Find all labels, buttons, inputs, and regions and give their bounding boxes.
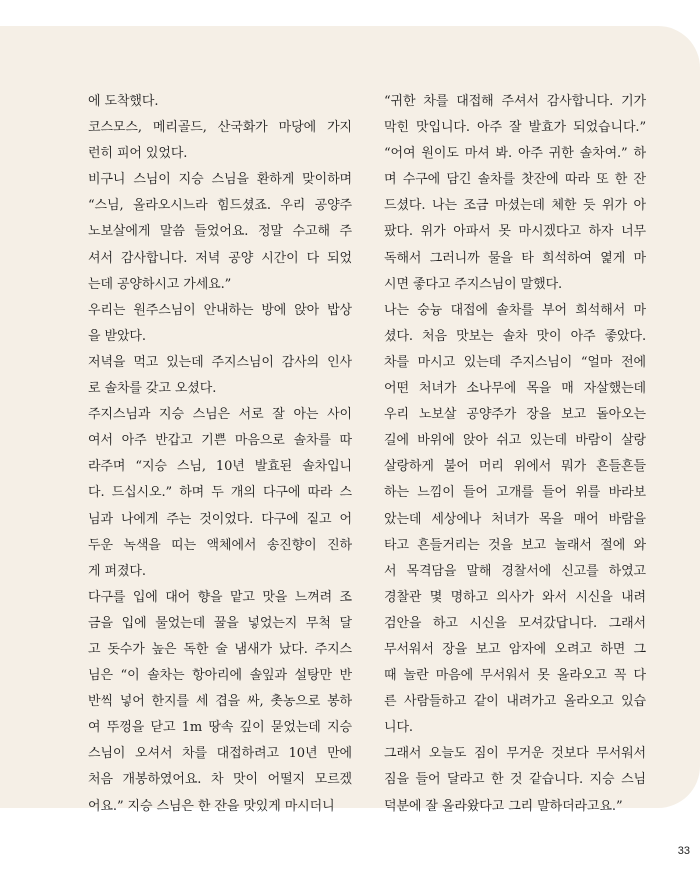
text-line: 시면 좋다고 주지스님이 말했다. [384, 276, 563, 292]
text-line: 차를 마시고 있는데 주지스님이 “얼마 전에 [384, 354, 646, 370]
text-line: 무서워서 장을 보고 암자에 오려고 하면 그 [384, 641, 646, 657]
text-line: 타고 흔들거리는 것을 보고 놀래서 절에 와 [384, 537, 646, 553]
text-line: 독해서 그러니까 물을 타 희석하여 엹게 마 [384, 250, 646, 266]
text-line: 금을 입에 물었는데 꿀을 넣었는지 무척 달 [88, 615, 352, 631]
text-line: 른 사람들하고 같이 내려가고 올라오고 있습 [384, 694, 646, 710]
text-line: 우리 노보살 공양주가 장을 보고 돌아오는 [384, 407, 646, 423]
text-line: 게 퍼졌다. [88, 563, 146, 579]
text-line: 그래서 오늘도 짐이 무거운 것보다 무서워서 [384, 746, 646, 762]
page-number: 33 [677, 845, 690, 857]
text-line: 런히 피어 있었다. [88, 146, 188, 162]
text-line: 셔서 감사합니다. 저녁 공양 시간이 다 되었 [88, 250, 352, 266]
text-line: 스님이 오셔서 차를 대접하려고 10년 만에 [88, 746, 352, 762]
text-line: 고 돗수가 높은 독한 술 냄새가 났다. 주지스 [88, 641, 352, 657]
text-line: 여 뚜껑을 닫고 1m 땅속 깊이 묻었는데 지승 [88, 720, 352, 736]
text-line: “귀한 차를 대접해 주셔서 감사합니다. 기가 [384, 94, 646, 109]
text-line: 검안을 하고 시신을 모셔갔답니다. 그래서 [384, 615, 646, 631]
text-line: “스님, 올라오시느라 힘드셨죠. 우리 공양주 [88, 198, 352, 214]
text-line: 나는 숭늉 대접에 솔차를 부어 희석해서 마 [384, 302, 646, 318]
text-line: 님과 나에게 주는 것이었다. 다구에 짙고 어 [88, 511, 352, 527]
text-line: 여서 아주 반갑고 기쁜 마음으로 솔차를 따 [88, 433, 352, 449]
text-line: 처음 개봉하였어요. 차 맛이 어떨지 모르겠 [88, 772, 352, 788]
text-line: 노보살에게 말씀 들었어요. 정말 수고해 주 [88, 224, 352, 240]
text-line: 팠다. 위가 아파서 못 마시겠다고 하자 너무 [384, 224, 646, 240]
text-line: 길에 바위에 앉아 쉬고 있는데 바람이 살랑 [384, 433, 646, 449]
text-line: 았는데 세상에나 처녀가 목을 매어 바람을 [384, 511, 646, 527]
text-line: 어떤 처녀가 소나무에 목을 매 자살했는데 [384, 381, 646, 397]
text-line: 짐을 들어 달라고 한 것 같습니다. 지승 스님 [384, 772, 646, 788]
text-line: “어여 원이도 마셔 봐. 아주 귀한 솔차여.” 하 [384, 146, 646, 162]
text-line: 는데 공양하시고 가세요.” [88, 276, 232, 292]
text-line: 니다. [384, 720, 413, 736]
text-line: 서 목격담을 말해 경찰서에 신고를 하였고 [384, 563, 646, 579]
text-line: 반씩 넣어 한지를 세 겹을 싸, 촛농으로 봉하 [88, 694, 352, 710]
text-line: 살랑하게 불어 머리 위에서 뭐가 흔들흔들 [384, 459, 646, 475]
text-line: 막힌 맛입니다. 아주 잘 발효가 되었습니다.” [384, 120, 646, 136]
text-line: 라주며 “지승 스님, 10년 발효된 솔차입니 [88, 459, 352, 475]
text-line: 두운 녹색을 띠는 액체에서 송진향이 진하 [88, 537, 352, 553]
text-line: 코스모스, 메리골드, 산국화가 마당에 가지 [88, 120, 352, 136]
text-line: 우리는 원주스님이 안내하는 방에 앉아 밥상 [88, 302, 352, 318]
text-line: 덕분에 잘 올라왔다고 그리 말하더라고요.” [384, 798, 623, 814]
text-line: 하는 느낌이 들어 고개를 들어 위를 바라보 [384, 485, 646, 501]
left-text-column [88, 89, 352, 820]
right-text-column [384, 89, 646, 820]
text-line: 셨다. 처음 맛보는 솔차 맛이 아주 좋았다. [384, 328, 646, 344]
text-line: 때 놀란 마음에 무서워서 못 올라오고 꼭 다 [384, 668, 646, 684]
text-line: 을 받았다. [88, 328, 146, 344]
text-line: 드셨다. 나는 조금 마셨는데 체한 듯 위가 아 [384, 198, 646, 214]
text-line: 어요.” 지승 스님은 한 잔을 맛있게 마시더니 [88, 798, 335, 814]
text-line: 저녁을 먹고 있는데 주지스님이 감사의 인사 [88, 354, 352, 370]
text-line: 며 수구에 담긴 솔차를 찻잔에 따라 또 한 잔 [384, 172, 646, 188]
text-line: 비구니 스님이 지승 스님을 환하게 맞이하며 [88, 172, 352, 188]
text-line: 주지스님과 지승 스님은 서로 잘 아는 사이 [88, 407, 352, 423]
text-line: 경찰관 몇 명하고 의사가 와서 시신을 내려 [384, 589, 646, 605]
text-line: 에 도착했다. [88, 94, 159, 109]
text-line: 로 솔차를 갖고 오셨다. [88, 381, 217, 397]
page-background-panel [0, 26, 700, 814]
text-line: 다구를 입에 대어 향을 맡고 맛을 느껴려 조 [88, 589, 352, 605]
text-line: 님은 “이 솔차는 항아리에 솔잎과 설탕만 반 [88, 668, 352, 684]
text-line: 다. 드십시오.” 하며 두 개의 다구에 따라 스 [88, 485, 352, 501]
